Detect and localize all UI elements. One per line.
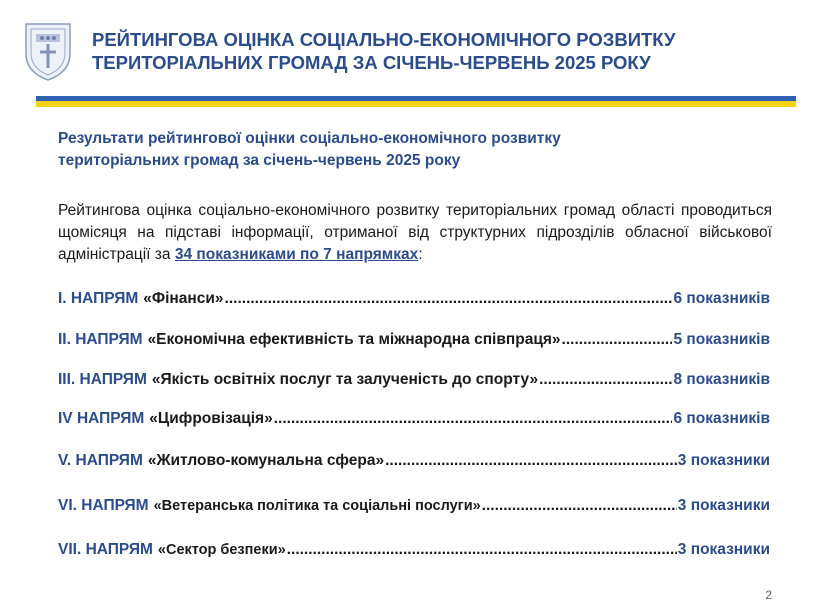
direction-name: «Цифровізація» bbox=[149, 410, 273, 427]
page-title bbox=[92, 28, 802, 74]
direction-item bbox=[58, 452, 770, 474]
direction-count: 3 показники bbox=[677, 541, 770, 558]
direction-number: VII. НАПРЯМ bbox=[58, 541, 153, 558]
dot-leader bbox=[385, 452, 677, 470]
dot-leader bbox=[274, 410, 673, 428]
direction-number: V. НАПРЯМ bbox=[58, 452, 143, 469]
direction-count: 3 показники bbox=[677, 452, 770, 469]
direction-item bbox=[58, 371, 770, 393]
direction-name: «Сектор безпеки» bbox=[157, 542, 286, 558]
direction-count: 5 показників bbox=[673, 331, 770, 348]
direction-number: III. НАПРЯМ bbox=[58, 371, 147, 388]
section-heading bbox=[58, 128, 778, 172]
page-title-line-1: РЕЙТИНГОВА ОЦІНКА СОЦІАЛЬНО-ЕКОНОМІЧНОГО РОЗВИТКУ bbox=[92, 29, 676, 50]
dot-leader bbox=[287, 541, 677, 559]
dot-leader bbox=[562, 331, 673, 349]
direction-item bbox=[58, 541, 770, 563]
direction-name: «Якість освітніх послуг та залученість до спорту» bbox=[151, 371, 539, 388]
intro-paragraph bbox=[58, 200, 772, 266]
dot-leader bbox=[225, 290, 673, 308]
direction-name: «Ветеранська політика та соціальні послуги» bbox=[153, 498, 481, 514]
direction-item bbox=[58, 410, 770, 432]
direction-number: II. НАПРЯМ bbox=[58, 331, 143, 348]
page-title-line-2: ТЕРИТОРІАЛЬНИХ ГРОМАД ЗА СІЧЕНЬ-ЧЕРВЕНЬ 2025 РОКУ bbox=[92, 52, 651, 73]
direction-item bbox=[58, 290, 770, 312]
intro-highlight: 34 показниками по 7 напрямках bbox=[174, 246, 419, 263]
direction-name: «Житлово-комунальна сфера» bbox=[147, 452, 385, 469]
section-heading-line-2: територіальних громад за січень-червень 2025 року bbox=[58, 152, 461, 169]
direction-count: 6 показників bbox=[673, 410, 770, 427]
flag-stripe-yellow bbox=[36, 101, 796, 107]
direction-count: 6 показників bbox=[673, 290, 770, 307]
direction-count: 8 показників bbox=[673, 371, 770, 388]
direction-name: «Фінанси» bbox=[143, 290, 224, 307]
intro-suffix: : bbox=[418, 246, 423, 263]
dot-leader bbox=[482, 497, 677, 515]
direction-number: I. НАПРЯМ bbox=[58, 290, 139, 307]
coat-of-arms-emblem-icon bbox=[22, 18, 74, 82]
direction-count: 3 показники bbox=[677, 497, 770, 514]
direction-number: IV НАПРЯМ bbox=[58, 410, 145, 427]
direction-number: VI. НАПРЯМ bbox=[58, 497, 149, 514]
direction-name: «Економічна ефективність та міжнародна співпраця» bbox=[147, 331, 561, 348]
page-number: 2 bbox=[765, 588, 772, 602]
dot-leader bbox=[539, 371, 672, 389]
direction-item bbox=[58, 497, 770, 519]
intro-text: Рейтингова оцінка соціально-економічного розвитку територіальних громад області проводиться щомісяця на підставі інформації, отриманої від структурних підрозділів обласної військової адміністрації за bbox=[58, 202, 772, 263]
direction-item bbox=[58, 331, 770, 353]
section-heading-line-1: Результати рейтингової оцінки соціально-економічного розвитку bbox=[58, 130, 561, 147]
